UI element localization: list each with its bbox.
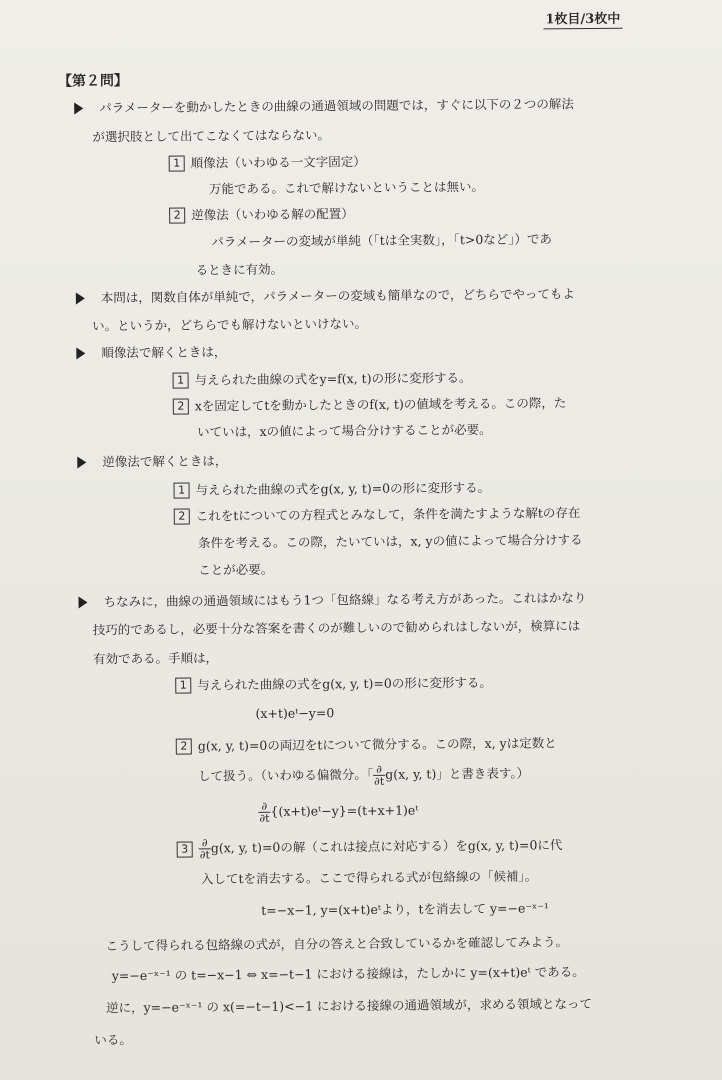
text-line: 有効である。手順は， [92,650,219,667]
fraction-denominator: ∂t [199,848,210,862]
text-line: 与えられた曲線の式をg(x, y, t)=0の形に変形する。 [195,479,491,498]
formula-body: {(x+t)eᵗ−y}=(t+x+1)eᵗ [270,802,419,819]
item-number: 2 [176,738,192,754]
partial-derivative [258,801,270,824]
text-line: いる。 [94,1032,132,1048]
text-fragment: g(x, y, t)」と書き表す。） [385,765,530,782]
bullet-triangle-icon [77,456,86,468]
text-line: パラメーターを動かしたときの曲線の通過領域の問題では，すぐに以下の２つの解法 [99,96,574,116]
item-number: 1 [169,156,185,172]
item-number: 2 [169,208,185,224]
text-line: が選択肢として出てこなくてはならない。 [92,127,331,145]
text-line [199,834,563,860]
text-line: xを固定してtを動かしたときのf(x, t)の値域を考える。この際，た [194,395,567,414]
text-line: 技巧的であるし，必要十分な答案を書くのが難しいので勧められはしないが，検算には [92,618,581,638]
fraction-numerator: ∂ [373,764,385,776]
partial-derivative [373,764,385,787]
text-line: g(x, y, t)=0の両辺をtについて微分する。この際，x, yは定数と [197,735,557,754]
text-line: い。というか，どちらでも解けないといけない。 [92,315,368,334]
fraction-denominator: ∂t [259,811,270,825]
text-line: いていは，xの値によって場合分けすることが必要。 [196,421,492,440]
text-line: 本問は，関数自体が単純で，パラメーターの変域も簡単なので，どちらでやってもよ [100,286,575,306]
text-line: 逆像法で解くときは， [102,453,228,470]
text-line: 逆に，y=−e⁻ˣ⁻¹ の x(=−t−1)<−1 における接線の通過領域が，求める領域となって [106,995,593,1016]
text-line: こうして得られる包絡線の式が，自分の答えと合致しているかを確認してみよう。 [105,934,569,954]
item-number: 2 [173,398,189,414]
text-line: y=−e⁻ˣ⁻¹ の t=−x−1 ⇔ x=−t−1 における接線は，たしかに y=(x+t)eᵗ である。 [111,964,585,984]
text-line: 入してtを消去する。ここで得られる式が包絡線の「候補」。 [200,868,538,887]
item-number: 2 [174,508,190,524]
text-line: 万能である。これで解けないということは無い。 [208,178,485,197]
formula: t=−x−1, y=(x+t)eᵗより，tを消去して y=−e⁻ˣ⁻¹ [261,900,549,918]
item-number: 1 [173,482,189,498]
text-fragment: g(x, y, t)=0の解（これは接点に対応する）をg(x, y, t)=0に代 [210,837,563,856]
text-line: ちなみに，曲線の通過領域にはもう1つ「包絡線」なる考え方があった。これはかなり [103,590,587,610]
text-line: 順像法（いわゆる一文字固定） [190,153,366,171]
problem-heading: 【第２問】 [57,73,129,90]
bullet-triangle-icon [76,292,85,304]
text-line: ことが必要。 [198,561,274,578]
fraction-denominator: ∂t [374,774,385,788]
text-line: 与えられた曲線の式をy=f(x, t)の形に変形する。 [194,370,472,388]
text-line: るときに有効。 [195,261,284,278]
text-line [198,763,529,789]
partial-derivative [199,837,211,860]
item-number: 3 [177,841,193,857]
text-line: 逆像法（いわゆる解の配置） [191,206,354,223]
text-line: 与えられた曲線の式をg(x, y, t)=0の形に変形する。 [197,674,492,693]
fraction-numerator: ∂ [258,801,270,813]
text-line: 順像法で解くときは， [101,344,227,361]
formula: (x+t)eᵗ−y=0 [255,705,335,721]
bullet-triangle-icon [74,102,83,114]
text-line: これをtについての方程式とみなして，条件を満たすような解tの存在 [195,505,581,524]
item-number: 1 [175,677,191,693]
text-line: パラメーターの変域が単純（「tは全実数」，「t>0など」）であ [211,231,553,250]
formula [258,800,418,824]
bullet-triangle-icon [78,596,87,608]
bullet-triangle-icon [76,347,85,359]
page-counter: 1枚目/3枚中 [543,8,622,30]
text-fragment: して扱う。（いわゆる偏微分。「 [197,766,374,784]
text-line: 条件を考える。この際，たいていは，x, yの値によって場合分けする [197,532,583,551]
fraction-numerator: ∂ [199,837,211,849]
item-number: 1 [173,372,189,388]
